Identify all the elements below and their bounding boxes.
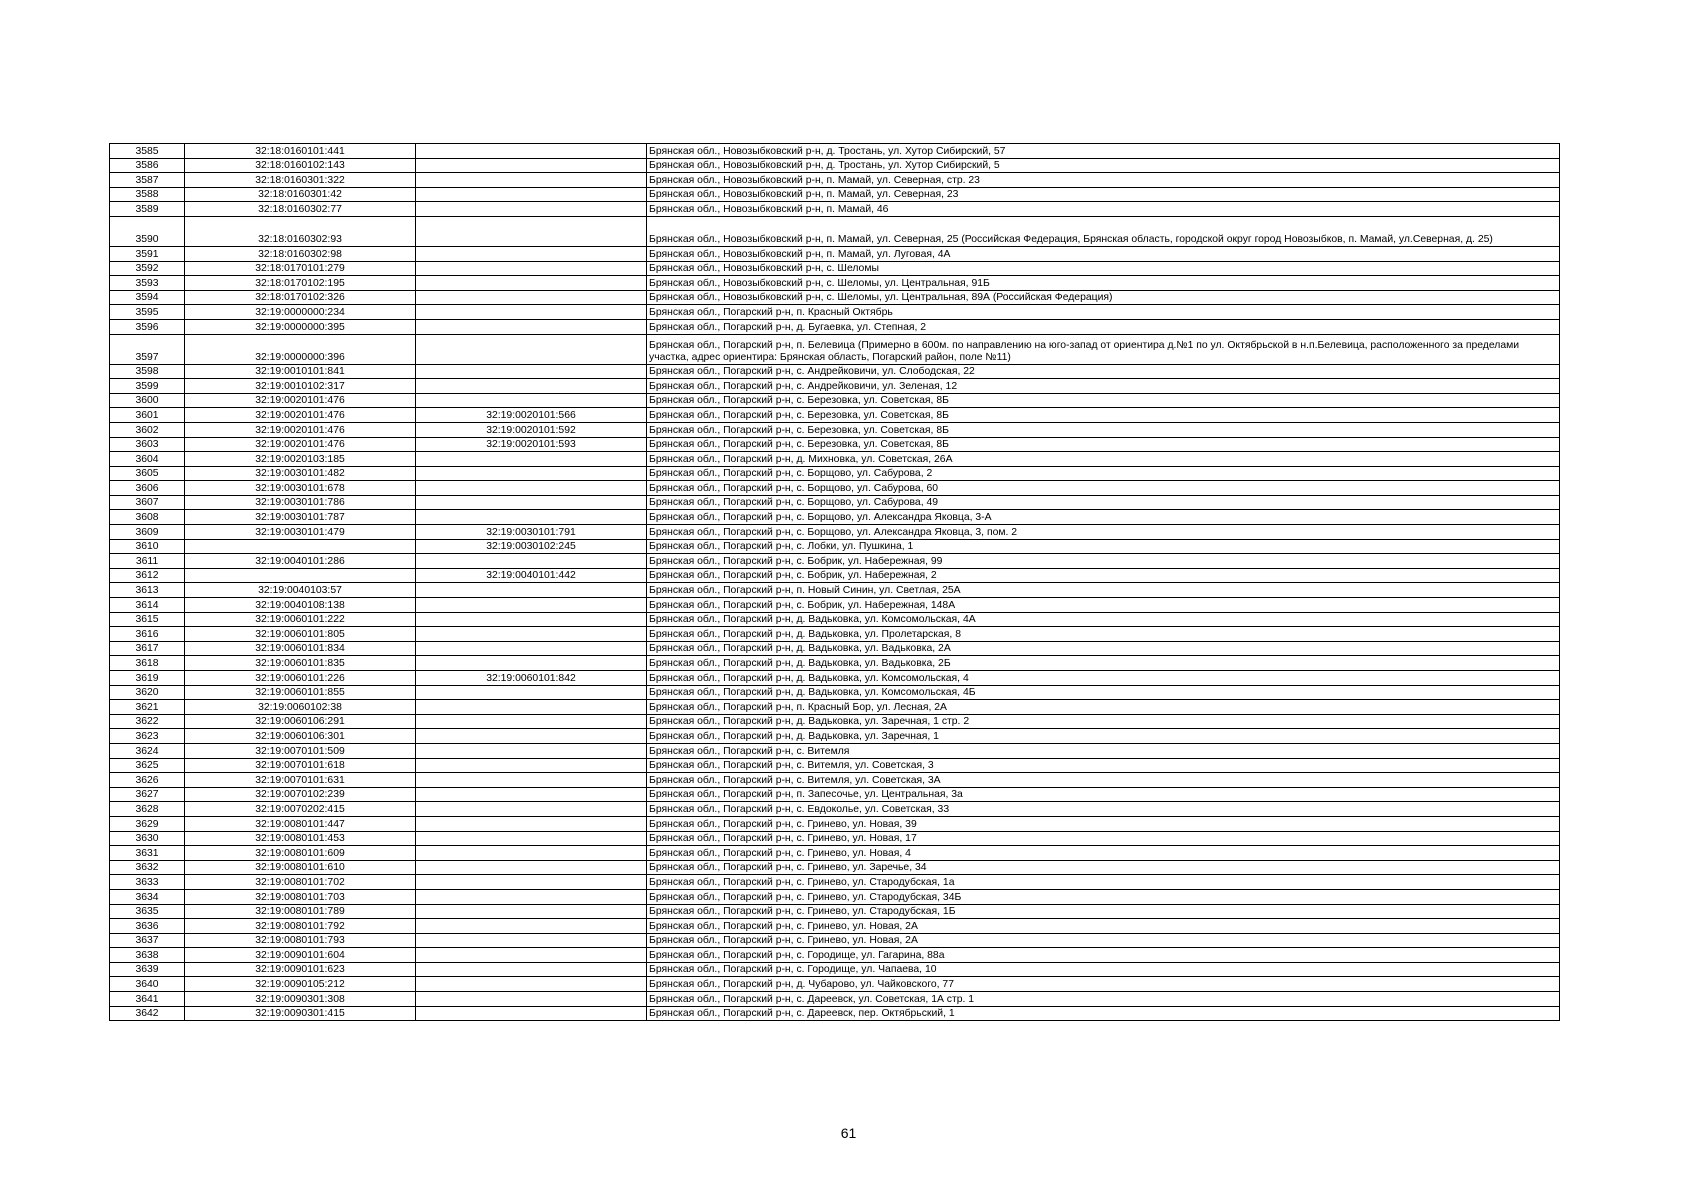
row-number-cell: 3634 xyxy=(110,889,185,904)
address-cell: Брянская обл., Погарский р-н, с. Городище, ул. Гагарина, 88а xyxy=(647,948,1560,963)
cadastral-number-cell: 32:19:0020101:476 xyxy=(185,408,416,423)
table-row xyxy=(110,525,1560,540)
table-row xyxy=(110,202,1560,217)
related-cadastral-number-cell xyxy=(416,816,647,831)
property-table xyxy=(109,143,1560,1021)
related-cadastral-number-cell xyxy=(416,641,647,656)
cadastral-number-cell: 32:19:0020101:476 xyxy=(185,437,416,452)
cadastral-number-cell: 32:19:0070102:239 xyxy=(185,787,416,802)
cadastral-number-cell: 32:19:0080101:702 xyxy=(185,875,416,890)
cadastral-number-cell: 32:19:0060106:291 xyxy=(185,714,416,729)
cadastral-number-cell: 32:19:0030101:482 xyxy=(185,466,416,481)
cadastral-number-cell: 32:19:0060101:834 xyxy=(185,641,416,656)
table-row xyxy=(110,364,1560,379)
row-number-cell: 3600 xyxy=(110,393,185,408)
related-cadastral-number-cell xyxy=(416,290,647,305)
related-cadastral-number-cell xyxy=(416,992,647,1007)
table-row xyxy=(110,187,1560,202)
address-cell: Брянская обл., Погарский р-н, п. Красный Октябрь xyxy=(647,305,1560,320)
cadastral-number-cell: 32:18:0160302:98 xyxy=(185,246,416,261)
related-cadastral-number-cell xyxy=(416,379,647,394)
table-row xyxy=(110,290,1560,305)
cadastral-number-cell: 32:19:0080101:793 xyxy=(185,933,416,948)
address-cell: Брянская обл., Погарский р-н, с. Дареевск, ул. Советская, 1А стр. 1 xyxy=(647,992,1560,1007)
address-cell: Брянская обл., Погарский р-н, с. Гринево, ул. Заречье, 34 xyxy=(647,860,1560,875)
row-number-cell: 3597 xyxy=(110,334,185,364)
related-cadastral-number-cell xyxy=(416,612,647,627)
related-cadastral-number-cell xyxy=(416,583,647,598)
address-cell: Брянская обл., Погарский р-н, с. Бобрик, ул. Набережная, 148А xyxy=(647,598,1560,613)
cadastral-number-cell: 32:19:0070101:618 xyxy=(185,758,416,773)
row-number-cell: 3614 xyxy=(110,598,185,613)
address-cell: Брянская обл., Погарский р-н, д. Вадьковка, ул. Пролетарская, 8 xyxy=(647,627,1560,642)
row-number-cell: 3598 xyxy=(110,364,185,379)
row-number-cell: 3609 xyxy=(110,525,185,540)
address-cell: Брянская обл., Новозыбковский р-н, д. Тростань, ул. Хутор Сибирский, 5 xyxy=(647,158,1560,173)
row-number-cell: 3632 xyxy=(110,860,185,875)
row-number-cell: 3587 xyxy=(110,173,185,188)
table-row xyxy=(110,1006,1560,1021)
related-cadastral-number-cell xyxy=(416,261,647,276)
address-cell: Брянская обл., Погарский р-н, с. Гринево, ул. Новая, 2А xyxy=(647,933,1560,948)
table-row xyxy=(110,261,1560,276)
related-cadastral-number-cell xyxy=(416,246,647,261)
address-cell: Брянская обл., Погарский р-н, с. Гринево, ул. Стародубская, 1а xyxy=(647,875,1560,890)
related-cadastral-number-cell xyxy=(416,729,647,744)
table-row xyxy=(110,246,1560,261)
cadastral-number-cell: 32:19:0030101:787 xyxy=(185,510,416,525)
related-cadastral-number-cell xyxy=(416,919,647,934)
address-cell: Брянская обл., Погарский р-н, с. Городище, ул. Чапаева, 10 xyxy=(647,962,1560,977)
address-cell: Брянская обл., Погарский р-н, д. Вадьковка, ул. Вадьковка, 2Б xyxy=(647,656,1560,671)
table-row xyxy=(110,612,1560,627)
address-cell: Брянская обл., Погарский р-н, с. Витемля, ул. Советская, 3А xyxy=(647,773,1560,788)
table-row xyxy=(110,568,1560,583)
row-number-cell: 3596 xyxy=(110,319,185,334)
row-number-cell: 3607 xyxy=(110,495,185,510)
table-row xyxy=(110,962,1560,977)
related-cadastral-number-cell xyxy=(416,276,647,291)
row-number-cell: 3612 xyxy=(110,568,185,583)
cadastral-number-cell: 32:19:0010101:841 xyxy=(185,364,416,379)
address-cell: Брянская обл., Новозыбковский р-н, с. Шеломы, ул. Центральная, 91Б xyxy=(647,276,1560,291)
table-row xyxy=(110,992,1560,1007)
row-number-cell: 3618 xyxy=(110,656,185,671)
cadastral-number-cell: 32:18:0160302:93 xyxy=(185,216,416,246)
address-cell: Брянская обл., Погарский р-н, д. Вадьковка, ул. Заречная, 1 стр. 2 xyxy=(647,714,1560,729)
cadastral-number-cell: 32:19:0030101:479 xyxy=(185,525,416,540)
related-cadastral-number-cell xyxy=(416,787,647,802)
related-cadastral-number-cell xyxy=(416,319,647,334)
cadastral-number-cell: 32:19:0090301:308 xyxy=(185,992,416,1007)
address-cell: Брянская обл., Погарский р-н, д. Чубарово, ул. Чайковского, 77 xyxy=(647,977,1560,992)
related-cadastral-number-cell xyxy=(416,802,647,817)
address-cell: Брянская обл., Погарский р-н, с. Гринево, ул. Новая, 4 xyxy=(647,846,1560,861)
related-cadastral-number-cell: 32:19:0020101:566 xyxy=(416,408,647,423)
row-number-cell: 3637 xyxy=(110,933,185,948)
address-cell: Брянская обл., Погарский р-н, п. Новый Синин, ул. Светлая, 25А xyxy=(647,583,1560,598)
table-row xyxy=(110,729,1560,744)
address-cell: Брянская обл., Погарский р-н, с. Борщово, ул. Сабурова, 49 xyxy=(647,495,1560,510)
address-cell: Брянская обл., Погарский р-н, с. Андрейковичи, ул. Зеленая, 12 xyxy=(647,379,1560,394)
address-cell: Брянская обл., Погарский р-н, п. Красный Бор, ул. Лесная, 2А xyxy=(647,700,1560,715)
cadastral-number-cell: 32:19:0060101:226 xyxy=(185,671,416,686)
row-number-cell: 3622 xyxy=(110,714,185,729)
address-cell: Брянская обл., Погарский р-н, с. Гринево, ул. Стародубская, 1Б xyxy=(647,904,1560,919)
row-number-cell: 3603 xyxy=(110,437,185,452)
table-row xyxy=(110,583,1560,598)
row-number-cell: 3638 xyxy=(110,948,185,963)
address-cell: Брянская обл., Погарский р-н, с. Бобрик, ул. Набережная, 99 xyxy=(647,554,1560,569)
address-cell: Брянская обл., Погарский р-н, с. Дареевск, пер. Октябрьский, 1 xyxy=(647,1006,1560,1021)
address-cell: Брянская обл., Новозыбковский р-н, п. Мамай, 46 xyxy=(647,202,1560,217)
row-number-cell: 3586 xyxy=(110,158,185,173)
related-cadastral-number-cell xyxy=(416,831,647,846)
address-cell: Брянская обл., Погарский р-н, с. Гринево, ул. Стародубская, 34Б xyxy=(647,889,1560,904)
row-number-cell: 3640 xyxy=(110,977,185,992)
row-number-cell: 3635 xyxy=(110,904,185,919)
page-number: 61 xyxy=(840,1125,857,1141)
cadastral-number-cell: 32:18:0160101:441 xyxy=(185,144,416,159)
address-cell: Брянская обл., Погарский р-н, с. Гринево, ул. Новая, 17 xyxy=(647,831,1560,846)
related-cadastral-number-cell xyxy=(416,656,647,671)
row-number-cell: 3595 xyxy=(110,305,185,320)
row-number-cell: 3585 xyxy=(110,144,185,159)
cadastral-number-cell: 32:19:0020101:476 xyxy=(185,393,416,408)
cadastral-number-cell: 32:19:0080101:789 xyxy=(185,904,416,919)
related-cadastral-number-cell xyxy=(416,202,647,217)
table-row xyxy=(110,598,1560,613)
cadastral-number-cell: 32:19:0070101:631 xyxy=(185,773,416,788)
table-row xyxy=(110,933,1560,948)
table-row xyxy=(110,846,1560,861)
table-row xyxy=(110,216,1560,246)
cadastral-number-cell: 32:19:0060101:855 xyxy=(185,685,416,700)
cadastral-number-cell: 32:19:0060102:38 xyxy=(185,700,416,715)
related-cadastral-number-cell xyxy=(416,627,647,642)
related-cadastral-number-cell xyxy=(416,773,647,788)
related-cadastral-number-cell xyxy=(416,860,647,875)
related-cadastral-number-cell xyxy=(416,305,647,320)
related-cadastral-number-cell xyxy=(416,466,647,481)
related-cadastral-number-cell xyxy=(416,875,647,890)
cadastral-number-cell: 32:19:0000000:234 xyxy=(185,305,416,320)
cadastral-number-cell: 32:19:0040108:138 xyxy=(185,598,416,613)
address-cell: Брянская обл., Новозыбковский р-н, п. Мамай, ул. Северная, 23 xyxy=(647,187,1560,202)
address-cell: Брянская обл., Погарский р-н, с. Гринево, ул. Новая, 2А xyxy=(647,919,1560,934)
address-cell: Брянская обл., Погарский р-н, с. Березовка, ул. Советская, 8Б xyxy=(647,393,1560,408)
cadastral-number-cell: 32:19:0080101:609 xyxy=(185,846,416,861)
related-cadastral-number-cell xyxy=(416,481,647,496)
table-row xyxy=(110,319,1560,334)
related-cadastral-number-cell: 32:19:0040101:442 xyxy=(416,568,647,583)
table-row xyxy=(110,173,1560,188)
address-cell: Брянская обл., Новозыбковский р-н, п. Мамай, ул. Северная, 25 (Российская Федерация, Брянская область, городской округ город Новозыбков, п. Мамай, ул.Северная, д. 25) xyxy=(647,216,1560,246)
address-cell: Брянская обл., Новозыбковский р-н, с. Шеломы xyxy=(647,261,1560,276)
address-cell: Брянская обл., Погарский р-н, д. Вадьковка, ул. Вадьковка, 2А xyxy=(647,641,1560,656)
cadastral-number-cell: 32:19:0080101:703 xyxy=(185,889,416,904)
cadastral-number-cell: 32:18:0160102:143 xyxy=(185,158,416,173)
cadastral-number-cell: 32:19:0070101:509 xyxy=(185,743,416,758)
row-number-cell: 3601 xyxy=(110,408,185,423)
related-cadastral-number-cell xyxy=(416,158,647,173)
related-cadastral-number-cell: 32:19:0030101:791 xyxy=(416,525,647,540)
table-row xyxy=(110,452,1560,467)
cadastral-number-cell: 32:18:0160301:42 xyxy=(185,187,416,202)
table-row xyxy=(110,700,1560,715)
table-row xyxy=(110,437,1560,452)
table-row xyxy=(110,743,1560,758)
cadastral-number-cell: 32:19:0060106:301 xyxy=(185,729,416,744)
related-cadastral-number-cell xyxy=(416,977,647,992)
address-cell: Брянская обл., Погарский р-н, с. Витемля xyxy=(647,743,1560,758)
related-cadastral-number-cell xyxy=(416,758,647,773)
related-cadastral-number-cell xyxy=(416,216,647,246)
address-cell: Брянская обл., Погарский р-н, с. Лобки, ул. Пушкина, 1 xyxy=(647,539,1560,554)
address-cell: Брянская обл., Новозыбковский р-н, д. Тростань, ул. Хутор Сибирский, 57 xyxy=(647,144,1560,159)
table-row xyxy=(110,816,1560,831)
table-row xyxy=(110,510,1560,525)
row-number-cell: 3623 xyxy=(110,729,185,744)
address-cell: Брянская обл., Погарский р-н, п. Белевица (Примерно в 600м. по направлению на юго-запад от ориентира д.№1 по ул. Октябрьской в н.п.Белевица, расположенного за пределами участка, адрес ориентира: Брянская область, Погарский район, поле №11) xyxy=(647,334,1560,364)
cadastral-number-cell: 32:19:0090101:623 xyxy=(185,962,416,977)
table-row xyxy=(110,144,1560,159)
row-number-cell: 3624 xyxy=(110,743,185,758)
related-cadastral-number-cell xyxy=(416,187,647,202)
table-row xyxy=(110,276,1560,291)
table-row xyxy=(110,393,1560,408)
table-row xyxy=(110,554,1560,569)
cadastral-number-cell: 32:19:0040103:57 xyxy=(185,583,416,598)
related-cadastral-number-cell xyxy=(416,685,647,700)
cadastral-number-cell: 32:19:0040101:286 xyxy=(185,554,416,569)
table-row xyxy=(110,714,1560,729)
address-cell: Брянская обл., Новозыбковский р-н, п. Мамай, ул. Луговая, 4А xyxy=(647,246,1560,261)
related-cadastral-number-cell xyxy=(416,948,647,963)
address-cell: Брянская обл., Погарский р-н, с. Бобрик, ул. Набережная, 2 xyxy=(647,568,1560,583)
table-row xyxy=(110,539,1560,554)
table-row xyxy=(110,948,1560,963)
table-row xyxy=(110,860,1560,875)
row-number-cell: 3611 xyxy=(110,554,185,569)
cadastral-number-cell: 32:19:0060101:835 xyxy=(185,656,416,671)
row-number-cell: 3642 xyxy=(110,1006,185,1021)
row-number-cell: 3606 xyxy=(110,481,185,496)
row-number-cell: 3629 xyxy=(110,816,185,831)
row-number-cell: 3589 xyxy=(110,202,185,217)
row-number-cell: 3620 xyxy=(110,685,185,700)
address-cell: Брянская обл., Погарский р-н, с. Борщово, ул. Александра Яковца, 3-А xyxy=(647,510,1560,525)
table-row xyxy=(110,919,1560,934)
table-row xyxy=(110,904,1560,919)
cadastral-number-cell: 32:19:0090101:604 xyxy=(185,948,416,963)
address-cell: Брянская обл., Погарский р-н, п. Запесочье, ул. Центральная, 3а xyxy=(647,787,1560,802)
address-cell: Брянская обл., Погарский р-н, д. Вадьковка, ул. Комсомольская, 4 xyxy=(647,671,1560,686)
row-number-cell: 3605 xyxy=(110,466,185,481)
related-cadastral-number-cell xyxy=(416,364,647,379)
cadastral-number-cell: 32:18:0170102:326 xyxy=(185,290,416,305)
property-table-body xyxy=(110,144,1560,1021)
row-number-cell: 3628 xyxy=(110,802,185,817)
related-cadastral-number-cell xyxy=(416,334,647,364)
related-cadastral-number-cell xyxy=(416,495,647,510)
cadastral-number-cell: 32:19:0080101:453 xyxy=(185,831,416,846)
related-cadastral-number-cell xyxy=(416,743,647,758)
table-row xyxy=(110,977,1560,992)
address-cell: Брянская обл., Погарский р-н, с. Березовка, ул. Советская, 8Б xyxy=(647,422,1560,437)
related-cadastral-number-cell xyxy=(416,700,647,715)
related-cadastral-number-cell xyxy=(416,889,647,904)
address-cell: Брянская обл., Погарский р-н, с. Березовка, ул. Советская, 8Б xyxy=(647,408,1560,423)
cadastral-number-cell: 32:19:0020101:476 xyxy=(185,422,416,437)
table-row xyxy=(110,481,1560,496)
table-row xyxy=(110,334,1560,364)
row-number-cell: 3626 xyxy=(110,773,185,788)
row-number-cell: 3610 xyxy=(110,539,185,554)
row-number-cell: 3593 xyxy=(110,276,185,291)
cadastral-number-cell: 32:19:0030101:786 xyxy=(185,495,416,510)
related-cadastral-number-cell xyxy=(416,598,647,613)
address-cell: Брянская обл., Погарский р-н, с. Борщово, ул. Сабурова, 2 xyxy=(647,466,1560,481)
table-row xyxy=(110,685,1560,700)
row-number-cell: 3591 xyxy=(110,246,185,261)
address-cell: Брянская обл., Погарский р-н, с. Борщово, ул. Сабурова, 60 xyxy=(647,481,1560,496)
row-number-cell: 3633 xyxy=(110,875,185,890)
cadastral-number-cell: 32:19:0090301:415 xyxy=(185,1006,416,1021)
row-number-cell: 3592 xyxy=(110,261,185,276)
table-row xyxy=(110,758,1560,773)
related-cadastral-number-cell xyxy=(416,554,647,569)
row-number-cell: 3590 xyxy=(110,216,185,246)
row-number-cell: 3602 xyxy=(110,422,185,437)
cadastral-number-cell: 32:19:0080101:792 xyxy=(185,919,416,934)
related-cadastral-number-cell xyxy=(416,510,647,525)
table-row xyxy=(110,875,1560,890)
cadastral-number-cell: 32:19:0030101:678 xyxy=(185,481,416,496)
address-cell: Брянская обл., Новозыбковский р-н, с. Шеломы, ул. Центральная, 89А (Российская Федерация) xyxy=(647,290,1560,305)
related-cadastral-number-cell: 32:19:0060101:842 xyxy=(416,671,647,686)
table-row xyxy=(110,466,1560,481)
related-cadastral-number-cell xyxy=(416,904,647,919)
row-number-cell: 3616 xyxy=(110,627,185,642)
related-cadastral-number-cell xyxy=(416,714,647,729)
row-number-cell: 3588 xyxy=(110,187,185,202)
row-number-cell: 3604 xyxy=(110,452,185,467)
related-cadastral-number-cell: 32:19:0020101:593 xyxy=(416,437,647,452)
related-cadastral-number-cell xyxy=(416,962,647,977)
address-cell: Брянская обл., Новозыбковский р-н, п. Мамай, ул. Северная, стр. 23 xyxy=(647,173,1560,188)
related-cadastral-number-cell xyxy=(416,144,647,159)
row-number-cell: 3621 xyxy=(110,700,185,715)
table-row xyxy=(110,656,1560,671)
table-row xyxy=(110,158,1560,173)
address-cell: Брянская обл., Погарский р-н, д. Бугаевка, ул. Степная, 2 xyxy=(647,319,1560,334)
cadastral-number-cell: 32:18:0160301:322 xyxy=(185,173,416,188)
row-number-cell: 3594 xyxy=(110,290,185,305)
row-number-cell: 3599 xyxy=(110,379,185,394)
address-cell: Брянская обл., Погарский р-н, д. Вадьковка, ул. Заречная, 1 xyxy=(647,729,1560,744)
related-cadastral-number-cell: 32:19:0030102:245 xyxy=(416,539,647,554)
related-cadastral-number-cell xyxy=(416,173,647,188)
address-cell: Брянская обл., Погарский р-н, с. Витемля, ул. Советская, 3 xyxy=(647,758,1560,773)
cadastral-number-cell: 32:18:0170101:279 xyxy=(185,261,416,276)
table-row xyxy=(110,379,1560,394)
cadastral-number-cell xyxy=(185,539,416,554)
table-row xyxy=(110,671,1560,686)
address-cell: Брянская обл., Погарский р-н, д. Вадьковка, ул. Комсомольская, 4А xyxy=(647,612,1560,627)
cadastral-number-cell: 32:19:0020103:185 xyxy=(185,452,416,467)
row-number-cell: 3636 xyxy=(110,919,185,934)
cadastral-number-cell: 32:19:0070202:415 xyxy=(185,802,416,817)
cadastral-number-cell: 32:19:0080101:610 xyxy=(185,860,416,875)
row-number-cell: 3625 xyxy=(110,758,185,773)
table-row xyxy=(110,422,1560,437)
row-number-cell: 3617 xyxy=(110,641,185,656)
cadastral-number-cell: 32:19:0000000:395 xyxy=(185,319,416,334)
row-number-cell: 3613 xyxy=(110,583,185,598)
cadastral-number-cell: 32:19:0090105:212 xyxy=(185,977,416,992)
table-row xyxy=(110,889,1560,904)
address-cell: Брянская обл., Погарский р-н, с. Гринево, ул. Новая, 39 xyxy=(647,816,1560,831)
row-number-cell: 3627 xyxy=(110,787,185,802)
table-row xyxy=(110,773,1560,788)
row-number-cell: 3615 xyxy=(110,612,185,627)
cadastral-number-cell: 32:19:0080101:447 xyxy=(185,816,416,831)
address-cell: Брянская обл., Погарский р-н, д. Вадьковка, ул. Комсомольская, 4Б xyxy=(647,685,1560,700)
address-cell: Брянская обл., Погарский р-н, с. Евдоколье, ул. Советская, 33 xyxy=(647,802,1560,817)
related-cadastral-number-cell xyxy=(416,393,647,408)
row-number-cell: 3630 xyxy=(110,831,185,846)
cadastral-number-cell: 32:18:0160302:77 xyxy=(185,202,416,217)
table-row xyxy=(110,305,1560,320)
table-row xyxy=(110,641,1560,656)
address-cell: Брянская обл., Погарский р-н, д. Михновка, ул. Советская, 26А xyxy=(647,452,1560,467)
row-number-cell: 3619 xyxy=(110,671,185,686)
address-cell: Брянская обл., Погарский р-н, с. Андрейковичи, ул. Слободская, 22 xyxy=(647,364,1560,379)
cadastral-number-cell: 32:18:0170102:195 xyxy=(185,276,416,291)
cadastral-number-cell: 32:19:0060101:222 xyxy=(185,612,416,627)
row-number-cell: 3608 xyxy=(110,510,185,525)
address-cell: Брянская обл., Погарский р-н, с. Борщово, ул. Александра Яковца, 3, пом. 2 xyxy=(647,525,1560,540)
related-cadastral-number-cell xyxy=(416,846,647,861)
table-row xyxy=(110,627,1560,642)
related-cadastral-number-cell xyxy=(416,1006,647,1021)
table-row xyxy=(110,831,1560,846)
row-number-cell: 3639 xyxy=(110,962,185,977)
cadastral-number-cell: 32:19:0010102:317 xyxy=(185,379,416,394)
related-cadastral-number-cell xyxy=(416,452,647,467)
table-row xyxy=(110,408,1560,423)
row-number-cell: 3641 xyxy=(110,992,185,1007)
table-row xyxy=(110,802,1560,817)
row-number-cell: 3631 xyxy=(110,846,185,861)
table-row xyxy=(110,787,1560,802)
cadastral-number-cell: 32:19:0000000:396 xyxy=(185,334,416,364)
related-cadastral-number-cell xyxy=(416,933,647,948)
cadastral-number-cell xyxy=(185,568,416,583)
table-row xyxy=(110,495,1560,510)
cadastral-number-cell: 32:19:0060101:805 xyxy=(185,627,416,642)
related-cadastral-number-cell: 32:19:0020101:592 xyxy=(416,422,647,437)
address-cell: Брянская обл., Погарский р-н, с. Березовка, ул. Советская, 8Б xyxy=(647,437,1560,452)
